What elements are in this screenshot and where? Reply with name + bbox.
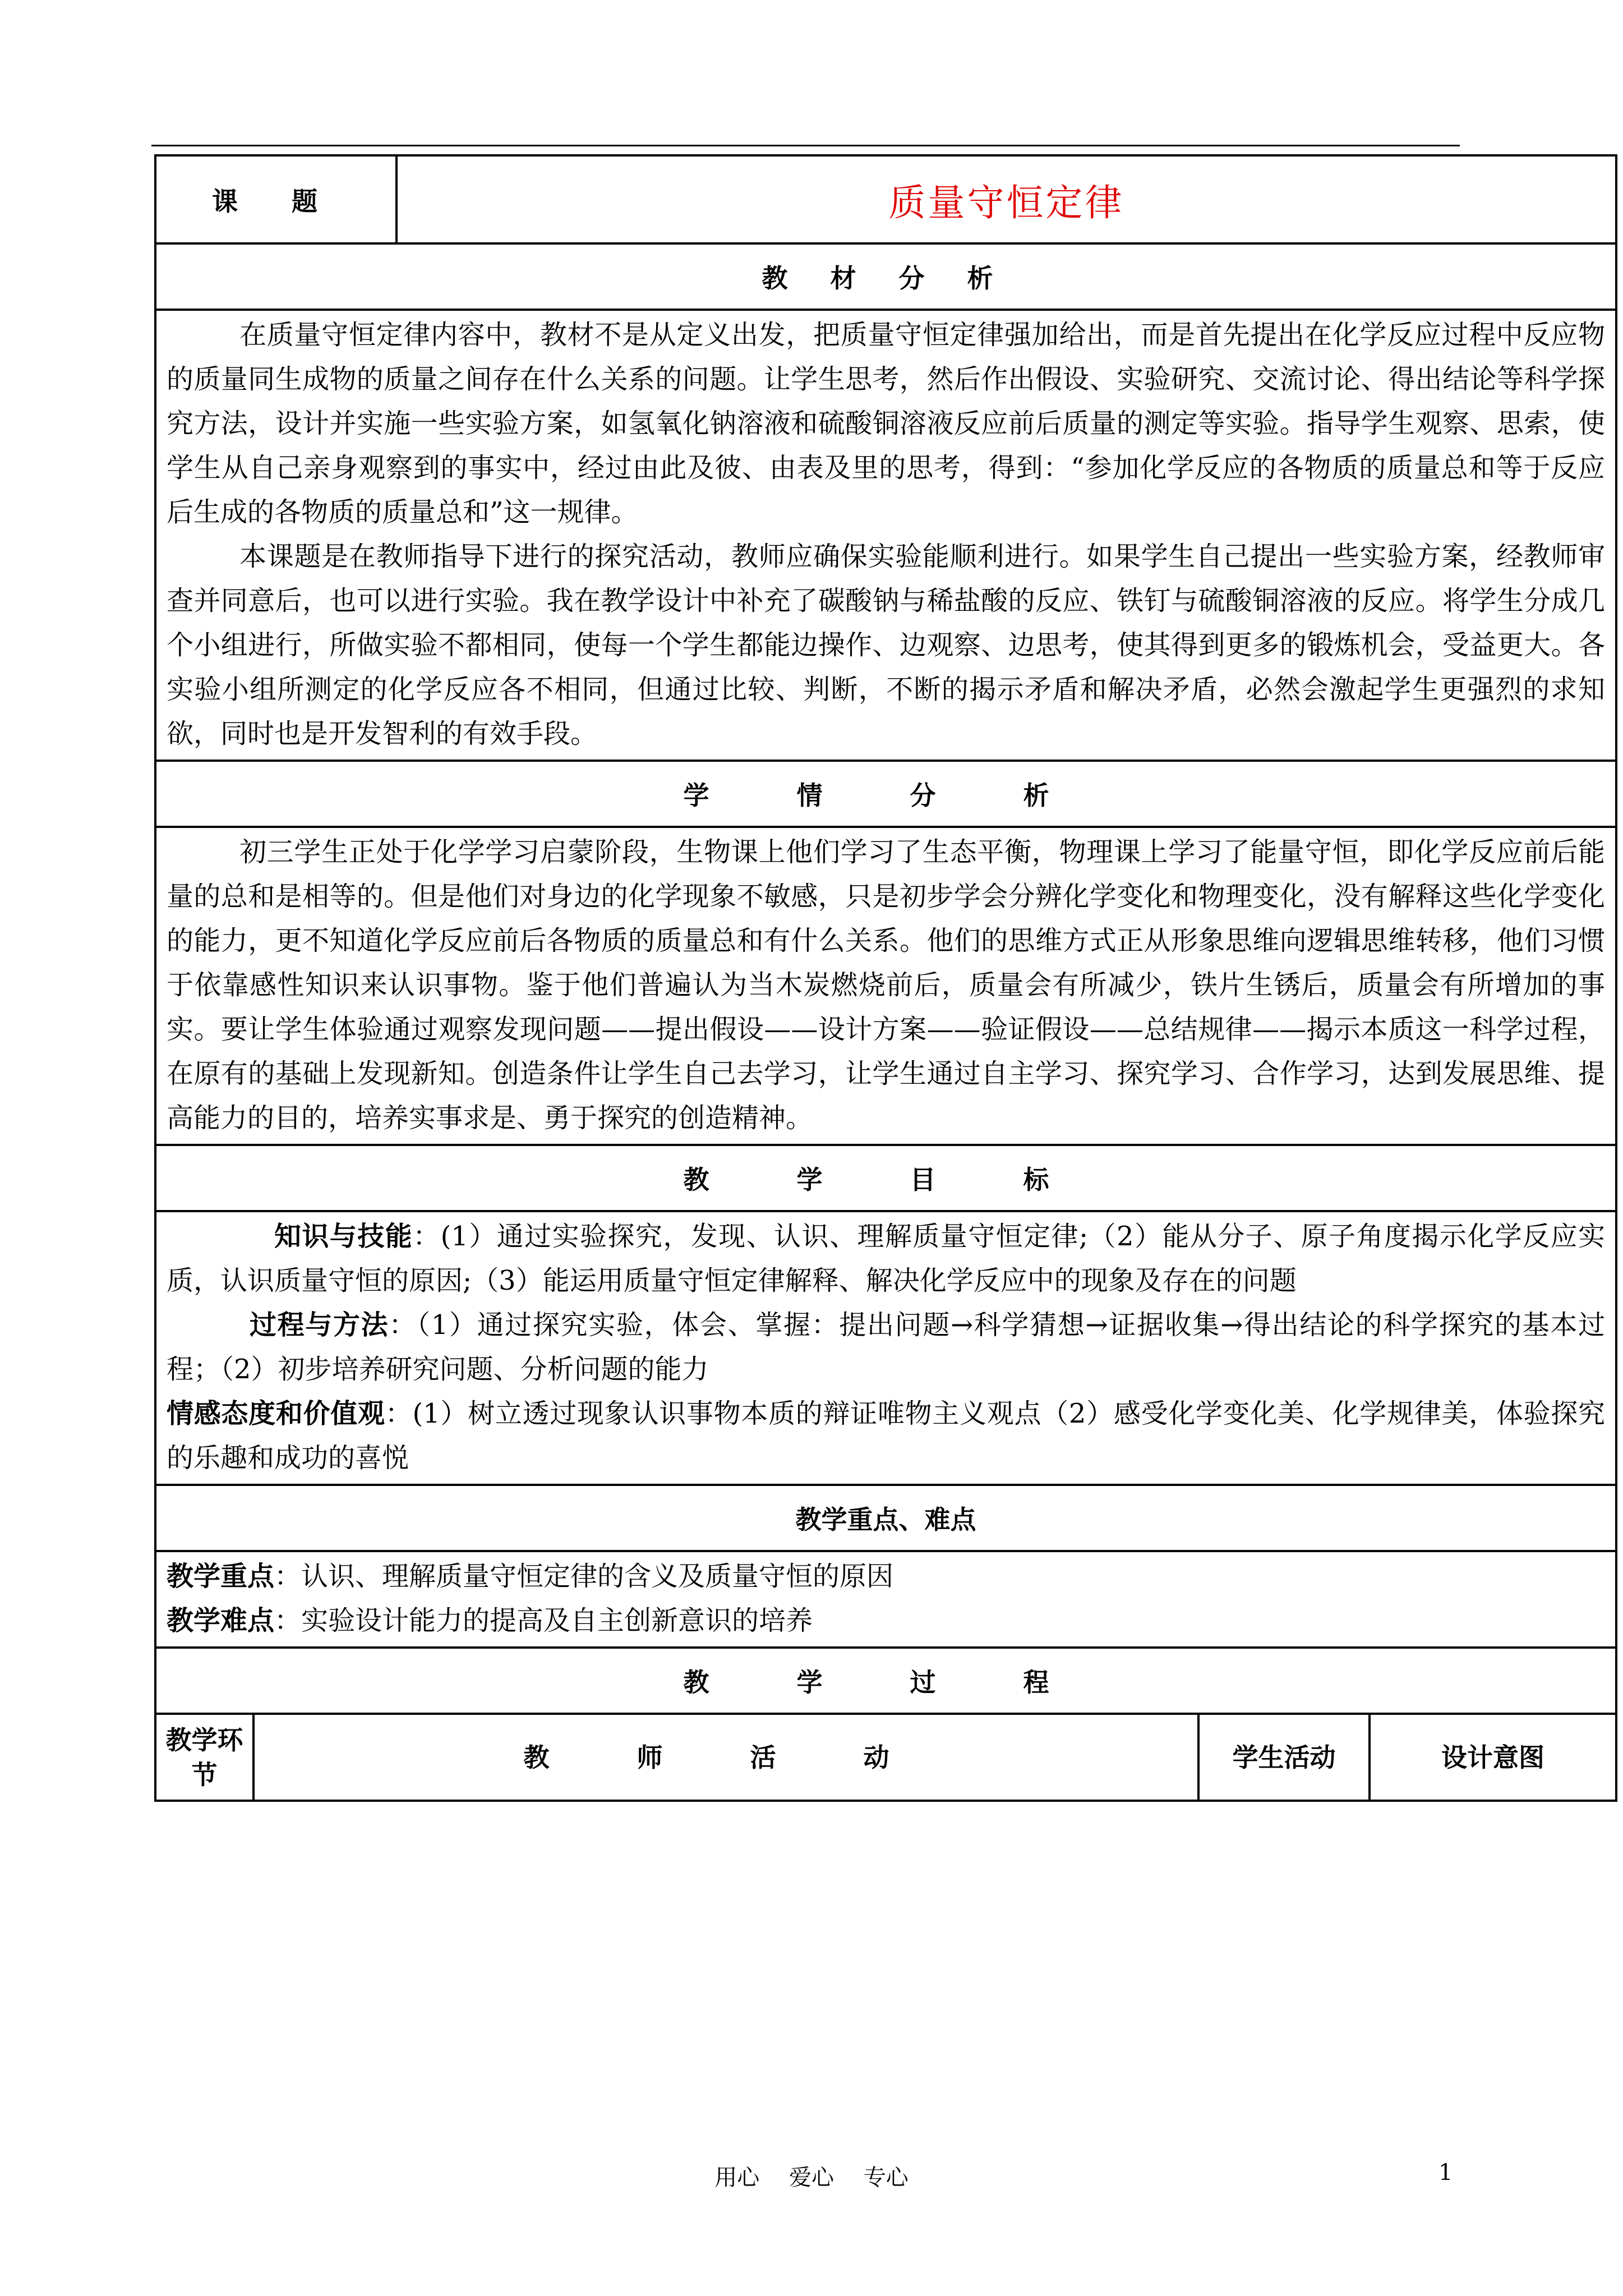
process-goal: [167, 1303, 1605, 1392]
attitude-label: 情感态度和价值观: [167, 1398, 385, 1429]
material-paragraph-1: 在质量守恒定律内容中，教材不是从定义出发，把质量守恒定律强加给出，而是首先提出在化学反应过程中反应物的质量同生成物的质量之间存在什么关系的问题。让学生思考，然后作出假设、实验研究、交流讨论、得出结论等科学探究方法，设计并实施一些实验方案，如氢氧化钠溶液和硫酸铜溶液反应前后质量的测定等实验。指导学生观察、思索，使学生从自己亲身观察到的事实中，经过由此及彼、由表及里的思考，得到：“参加化学反应的各物质的质量总和等于反应后生成的各物质的质量总和”这一规律。: [167, 319, 1606, 528]
student-paragraph: 初三学生正处于化学学习启蒙阶段，生物课上他们学习了生态平衡，物理课上学习了能量守恒，即化学反应前后能量的总和是相等的。但是他们对身边的化学现象不敏感，只是初步学会分辨化学变化和物理变化，没有解释这些化学变化的能力，更不知道化学反应前后各物质的质量总和有什么关系。他们的思维方式正从形象思维向逻辑思维转移，他们习惯于依靠感性知识来认识事物。鉴于他们普遍认为当木炭燃烧前后，质量会有所减少，铁片生锈后，质量会有所增加的事实。要让学生体验通过观察发现问题——提出假设——设计方案——验证假设——总结规律——揭示本质这一科学过程，在原有的基础上发现新知。创造条件让学生自己去学习，让学生通过自主学习、探究学习、合作学习，达到发展思维、提高能力的目的，培养实事求是、勇于探究的创造精神。: [167, 836, 1606, 1134]
knowledge-text: ：(1）通过实验探究，发现、认识、理解质量守恒定律;（2）能从分子、原子角度揭示化学反应实质，认识质量守恒的原因;（3）能运用质量守恒定律解释、解决化学反应中的现象及存在的问题: [167, 1221, 1606, 1296]
process-text: ：（1）通过探究实验，体会、掌握：提出问题→科学猜想→证据收集→得出结论的科学探究的基本过程；（2）初步培养研究问题、分析问题的能力: [167, 1309, 1606, 1385]
attitude-goal: [167, 1392, 1605, 1480]
attitude-text: ：(1）树立透过现象认识事物本质的辩证唯物主义观点（2）感受化学变化美、化学规律美，体验探究的乐趣和成功的喜悦: [167, 1398, 1606, 1474]
col-student-activity: 学生活动: [1198, 1714, 1370, 1801]
material-analysis-body: [155, 310, 1616, 761]
page-footer: 用心 爱心 专心: [714, 2165, 909, 2191]
lesson-title: 质量守恒定律: [396, 155, 1616, 243]
col-teacher-activity: 教 师 活 动: [253, 1714, 1198, 1801]
focus-text: ：认识、理解质量守恒定律的含义及质量守恒的原因: [274, 1561, 894, 1592]
student-analysis-heading: 学 情 分 析: [155, 761, 1616, 827]
material-paragraph-2: 本课题是在教师指导下进行的探究活动，教师应确保实验能顺利进行。如果学生自己提出一些实验方案，经教师审查并同意后，也可以进行实验。我在教学设计中补充了碳酸钠与稀盐酸的反应、铁钉与硫酸铜溶液的反应。将学生分成几个小组进行，所做实验不都相同，使每一个学生都能边操作、边观察、边思考，使其得到更多的锻炼机会，受益更大。各实验小组所测定的化学反应各不相同，但通过比较、判断，不断的揭示矛盾和解决矛盾，必然会激起学生更强烈的求知欲，同时也是开发智利的有效手段。: [167, 541, 1606, 749]
header-rule: [151, 145, 1460, 146]
goals-heading: 教 学 目 标: [155, 1145, 1616, 1211]
difficulty-text: ：实验设计能力的提高及自主创新意识的培养: [274, 1605, 813, 1636]
material-analysis-heading: 教 材 分 析: [155, 243, 1616, 310]
process-heading: 教 学 过 程: [155, 1648, 1616, 1714]
knowledge-goal: [167, 1214, 1605, 1303]
key-points-body: [155, 1551, 1616, 1648]
student-analysis-body: [155, 827, 1616, 1145]
difficulty-label: 教学难点: [167, 1605, 275, 1636]
key-points-heading: 教学重点、难点: [155, 1485, 1616, 1551]
knowledge-label: 知识与技能: [274, 1221, 413, 1252]
lesson-label: 课 题: [155, 155, 396, 243]
goals-body: [155, 1211, 1616, 1485]
lesson-plan-table: [154, 154, 1617, 1802]
process-label: 过程与方法: [250, 1309, 389, 1341]
page-number: 1: [1438, 2160, 1453, 2185]
focus-point: [167, 1554, 1605, 1599]
difficulty-point: [167, 1599, 1605, 1643]
col-design-intent: 设计意图: [1370, 1714, 1616, 1801]
col-stage: 教学环节: [155, 1714, 253, 1801]
focus-label: 教学重点: [167, 1561, 275, 1592]
